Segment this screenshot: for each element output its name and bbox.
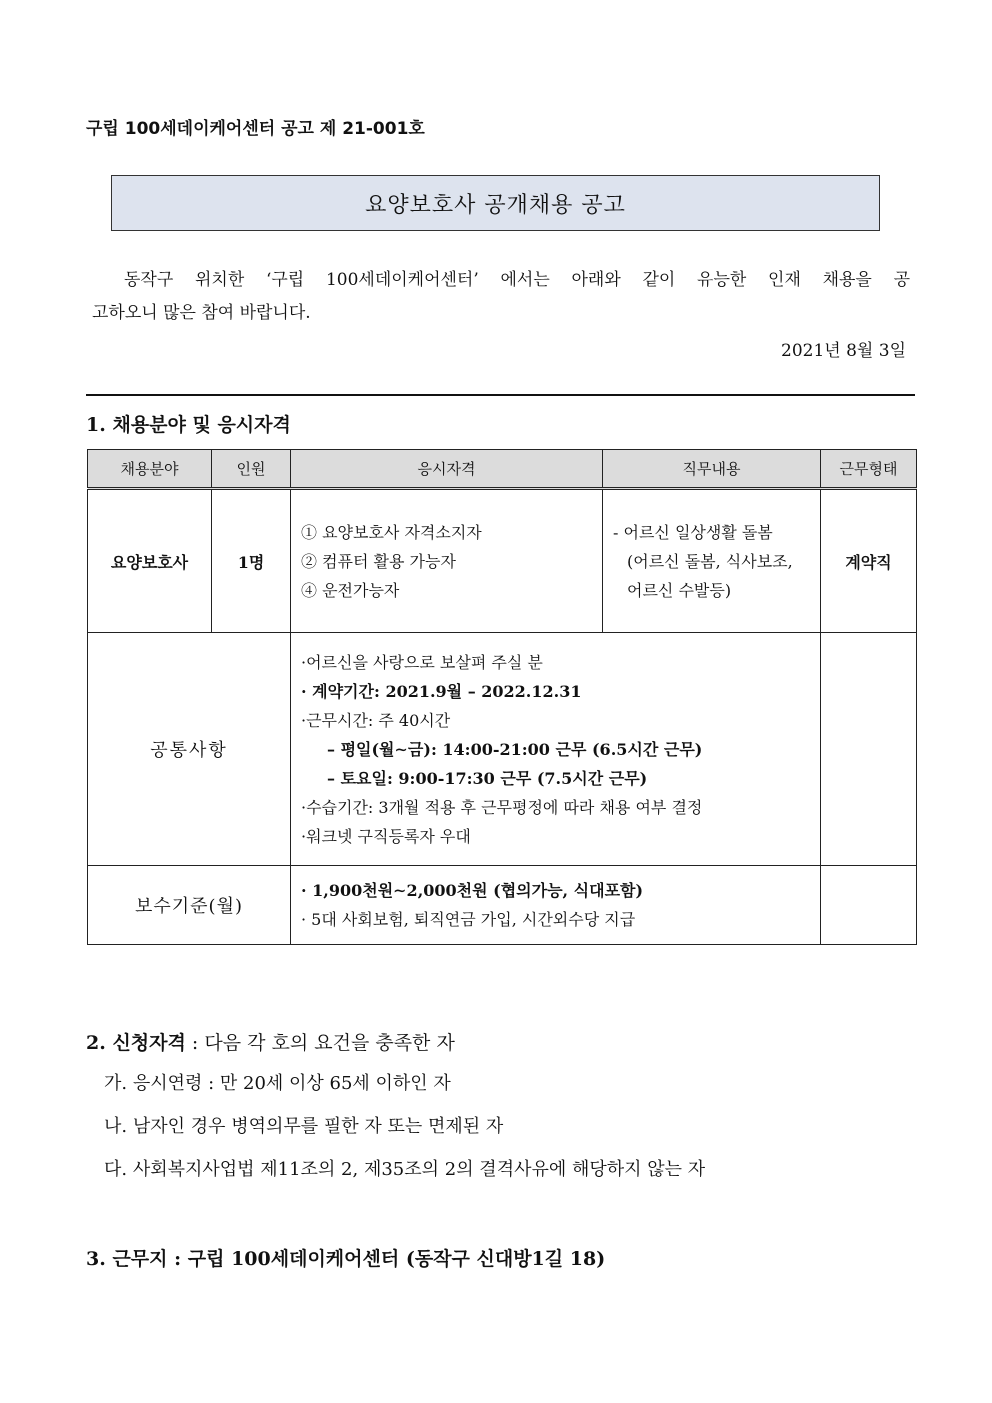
qualification-item: ② 컴퓨터 활용 가능자 — [301, 551, 456, 571]
common-item: ·수습기간: 3개월 적용 후 근무평정에 따라 채용 여부 결정 — [301, 797, 703, 817]
intro-line-2: 고하오니 많은 참여 바랍니다. — [92, 303, 311, 323]
intro-paragraph — [92, 264, 910, 330]
common-item: ·근무시간: 주 40시간 — [301, 710, 451, 730]
header-field: 채용분야 — [88, 450, 212, 489]
salary-item: · 5대 사회보험, 퇴직연금 가입, 시간외수당 지급 — [301, 910, 636, 929]
section-1-heading: 1. 채용분야 및 응시자격 — [86, 414, 291, 436]
header-count: 인원 — [212, 450, 291, 489]
section-2-subtitle: : 다음 각 호의 요건을 충족한 자 — [185, 1032, 455, 1054]
common-content — [291, 633, 821, 866]
list-item: 가. 응시연령 : 만 20세 이상 65세 이하인 자 — [104, 1073, 451, 1094]
qualification-item: ① 요양보호사 자격소지자 — [301, 522, 482, 542]
common-item: – 토요일: 9:00-17:30 근무 (7.5시간 근무) — [327, 768, 648, 788]
table-row — [88, 489, 917, 633]
common-row — [88, 633, 917, 866]
common-label: 공통사항 — [88, 633, 291, 866]
header-duties: 직무내용 — [603, 450, 821, 489]
section-2-title: 2. 신청자격 — [86, 1032, 186, 1054]
duty-item: (어르신 돌봄, 식사보조, — [627, 551, 793, 571]
notice-date: 2021년 8월 3일 — [781, 341, 906, 361]
salary-empty-cell — [821, 866, 917, 945]
type-cell: 계약직 — [821, 489, 917, 633]
salary-row — [88, 866, 917, 945]
section-2-heading — [86, 1028, 455, 1055]
common-item: ·어르신을 사랑으로 보살펴 주실 분 — [301, 652, 543, 672]
requirements-list — [86, 1062, 705, 1191]
header-type: 근무형태 — [821, 450, 917, 489]
table-header-row — [88, 450, 917, 489]
salary-content — [291, 866, 821, 945]
intro-line-1: 동작구 위치한 ‘구립 100세데이케어센터’ 에서는 아래와 같이 유능한 인재 채용을 공 — [124, 270, 910, 290]
count-cell: 1명 — [212, 489, 291, 633]
common-item: ·워크넷 구직등록자 우대 — [301, 826, 471, 846]
common-empty-cell — [821, 633, 917, 866]
salary-label: 보수기준(월) — [88, 866, 291, 945]
recruitment-table — [87, 449, 917, 945]
list-item: 나. 남자인 경우 병역의무를 필한 자 또는 면제된 자 — [104, 1116, 504, 1137]
page-title: 요양보호사 공개채용 공고 — [111, 175, 880, 231]
divider — [86, 394, 915, 396]
common-item: – 평일(월∼금): 14:00-21:00 근무 (6.5시간 근무) — [327, 739, 703, 759]
header-qualifications: 응시자격 — [291, 450, 603, 489]
section-3-heading: 3. 근무지 : 구립 100세데이케어센터 (동작구 신대방1길 18) — [86, 1248, 606, 1270]
duty-item: - 어르신 일상생활 돌봄 — [613, 522, 773, 542]
salary-item: · 1,900천원∼2,000천원 (협의가능, 식대포함) — [301, 881, 644, 900]
field-cell: 요양보호사 — [88, 489, 212, 633]
qualification-item: ④ 운전가능자 — [301, 580, 400, 600]
common-item: · 계약기간: 2021.9월 – 2022.12.31 — [301, 681, 582, 701]
notice-number: 구립 100세데이케어센터 공고 제 21-001호 — [86, 119, 425, 139]
duties-cell — [603, 489, 821, 633]
duty-item: 어르신 수발등) — [627, 580, 732, 600]
qualifications-cell — [291, 489, 603, 633]
list-item: 다. 사회복지사업법 제11조의 2, 제35조의 2의 결격사유에 해당하지 않는 자 — [104, 1159, 706, 1180]
